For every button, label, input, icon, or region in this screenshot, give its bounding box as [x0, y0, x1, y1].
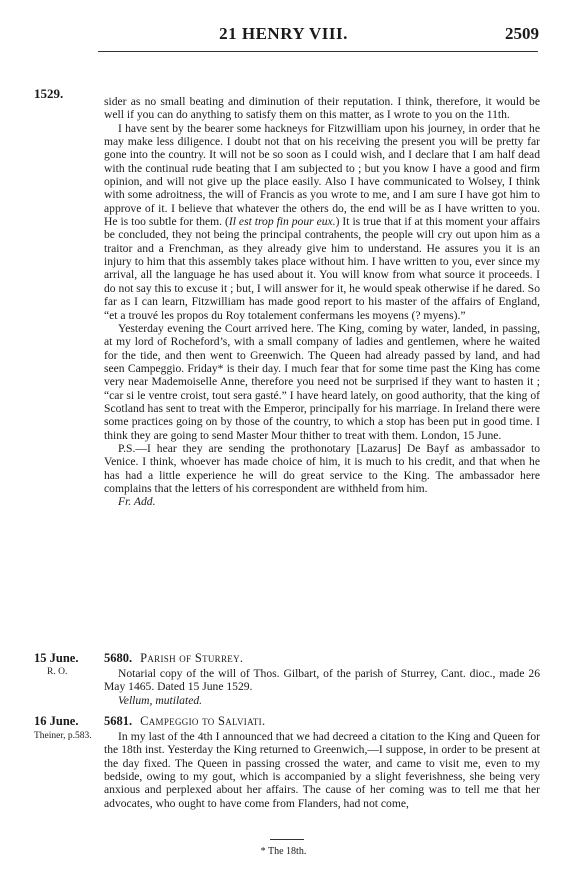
margin-date-5681: 16 June. — [34, 714, 79, 728]
paragraph: P.S.—I hear they are sending the prothonotary [Lazarus] De Bayf as ambassador to Venice. I think, whoever has made choice of him, it is much to his credit, and that when he has had a little experience he will do great service to the King. The ambassador here complains that the letters of his correspondent are withheld from him. — [104, 441, 540, 495]
entry-number: 5680. — [104, 651, 133, 665]
footnote: * The 18th. — [260, 846, 307, 857]
entry-body-5680 — [104, 667, 540, 707]
running-title: 21 HENRY VIII. — [219, 24, 348, 43]
entry-number: 5681. — [104, 714, 133, 728]
paragraph: I have sent by the bearer some hackneys for Fitzwilliam upon his journey, in order that he may make less diligence. I doubt not that on his receiving the present you will be pretty far gone into the country. It will not be so soon as I could wish, and I declare that I am half dead with the continual rude beating that I am subjected to ; but you know I have a good and firm opinion, and will not give up the place easily. Also I have communicated to Wolsey, I think with some adroitness, the will of Francis as you wrote to me, and I am sure I have got him to approve of it. I believe that whatever the others do, the end will be as I have written to you. He is too subtle for them. (Il est trop fin pour eux.) It is true that if at this moment your affairs be concluded, they not being the principal contrahents, the people will cry out upon him as a traitor and a Frenchman, as they already give him to understand. He assures you it is an injury to him that this assembly takes place without him. I have written to you, ever since my arrival, all the language he has used about it. You will know from what source it proceeds. I do not say this to excuse it ; but, I will answer for it, he would speak otherwise if he dared. So far as I can learn, Fitzwilliam has made good report to his master of the affairs of England, “et a trouvé les propos du Roy totalement confermans les moyens (? myens).” — [104, 121, 540, 322]
page-number: 2509 — [505, 24, 539, 43]
margin-ref-5681: Theiner, p.583. — [34, 731, 92, 741]
margin-year: 1529. — [34, 86, 64, 101]
source-note: Vellum, mutilated. — [118, 693, 203, 707]
header-rule — [98, 51, 538, 52]
paragraph: In my last of the 4th I announced that we had decreed a citation to the King and Queen for the 18th inst. Yesterday the King returned to Greenwich,—I suppose, in order to be present at the day fixed. The Queen in passing crossed the water, and came to visit me, even to my bedside, owing to my gout, which is accompanied by a slight feverishness, she being very anxious and perplexed about her affairs. The cause of her coming was to tell me that her advocates, who ought to have come from Flanders, had not come, — [104, 730, 540, 810]
entry-title: Parish of Sturrey. — [140, 651, 244, 665]
margin-ref-5680: R. O. — [47, 667, 68, 677]
entry-body-5681 — [104, 730, 540, 810]
paragraph: Yesterday evening the Court arrived here. The King, coming by water, landed, in passing, at my lord of Rocheford’s, with a small company of ladies and gentlemen, where he waited for the tide, and then went to Greenwich. The Queen had already passed by land, and had seen Campeggio. Friday* is their day. I much fear that for some time past the King has come very near Mademoiselle Anne, therefore you need not be surprised if they want to hasten it ; “car si le ventre croist, tout sera gasté.” I have heard lately, on good authority, that the king of Scotland has sent to treat with the Emperor, principally for his marriage. In Ireland there were some practices going on by those of the country, to which a stop has been put in good time. I think they are going to send Master Mour thither to treat with them. London, 15 June. — [104, 321, 540, 442]
entry-heading-5681 — [104, 714, 265, 729]
entry-title: Campeggio to Salviati. — [140, 714, 266, 728]
entry-heading-5680 — [104, 651, 243, 666]
paragraph: Notarial copy of the will of Thos. Gilbart, of the parish of Sturrey, Cant. dioc., made 26 May 1465. Dated 15 June 1529. — [104, 667, 540, 694]
entry-continuation — [104, 95, 540, 509]
running-header — [0, 24, 567, 46]
margin-date-5680: 15 June. — [34, 651, 79, 665]
source-note: Fr. Add. — [118, 495, 156, 509]
paragraph: sider as no small beating and diminution of their reputation. I think, therefore, it would be well if you can do anything to satisfy them on this matter, as I wrote to you on the 11th. — [104, 95, 540, 122]
footnote-rule — [270, 839, 304, 840]
